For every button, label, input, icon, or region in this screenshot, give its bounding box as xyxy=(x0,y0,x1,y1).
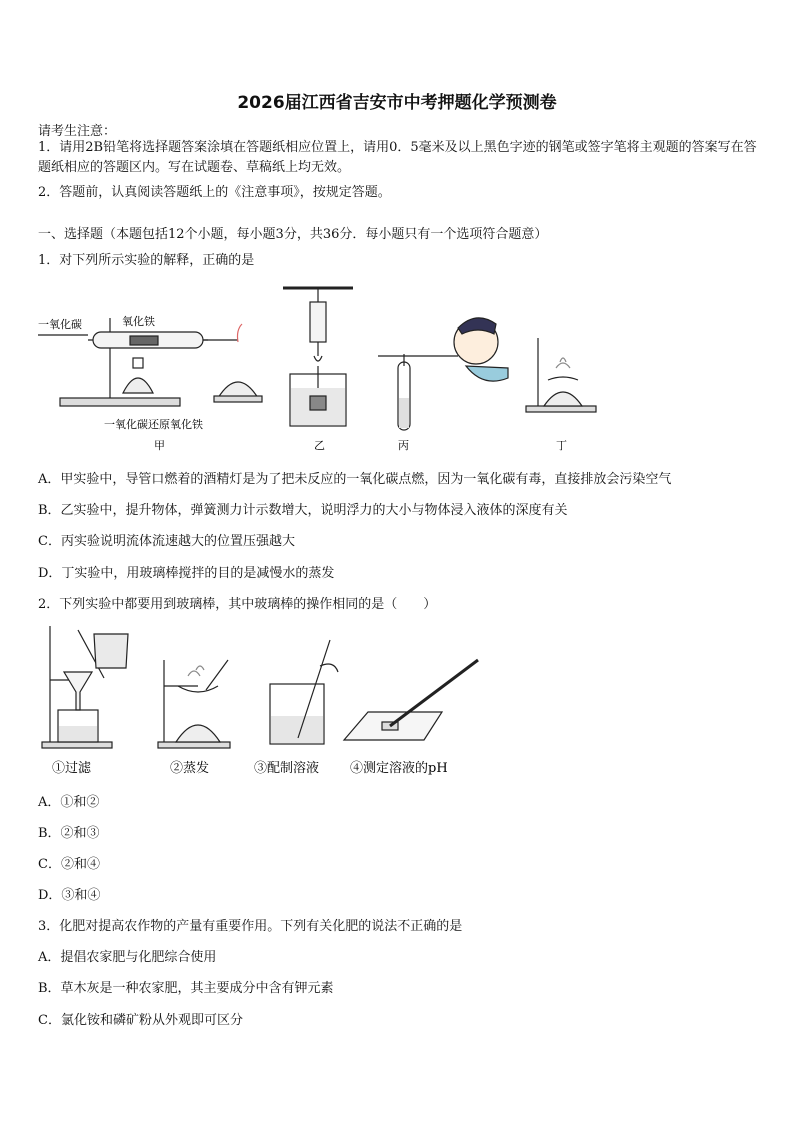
q1-figure-drawing xyxy=(38,278,738,458)
q3-option-b: B．草木灰是一种农家肥，其主要成分中含有钾元素 xyxy=(38,981,334,996)
label-carbon-monoxide: 一氧化碳 xyxy=(38,318,82,331)
evaporation-apparatus xyxy=(158,660,230,748)
q2-option-b: B．②和③ xyxy=(38,826,100,841)
caption-ding: 丁 xyxy=(556,439,567,452)
q2-option-d: D．③和④ xyxy=(38,888,101,903)
caption-jia: 甲 xyxy=(154,439,165,452)
q2-option-a: A．①和② xyxy=(38,795,100,810)
experiment-ding-apparatus xyxy=(526,338,596,412)
caption-yi: 乙 xyxy=(314,439,325,452)
notice-item-2: 2．答题前，认真阅读答题纸上的《注意事项》，按规定答题。 xyxy=(38,185,391,200)
q1-option-d: D．丁实验中，用玻璃棒搅拌的目的是减慢水的蒸发 xyxy=(38,566,335,581)
q1-figure xyxy=(38,278,738,458)
caption-ph-test: ④测定溶液的pH xyxy=(350,761,448,776)
q2-figure xyxy=(38,620,498,780)
page-title: 2026届江西省吉安市中考押题化学预测卷 xyxy=(237,93,557,113)
q3-option-c: C．氯化铵和磷矿粉从外观即可区分 xyxy=(38,1013,243,1028)
section-heading: 一、选择题（本题包括12个小题，每小题3分，共36分．每小题只有一个选项符合题意） xyxy=(38,227,548,242)
caption-jia-description: 一氧化碳还原氧化铁 xyxy=(104,418,203,431)
notice-item-1: 1．请用2B铅笔将选择题答案涂填在答题纸相应位置上，请用0．5毫米及以上黑色字迹的钢笔或签字笔将主观题的答案写在答题纸相应的答题区内。写在试题卷、草稿纸上均无效。 xyxy=(38,140,757,175)
experiment-bing-apparatus xyxy=(378,318,508,430)
q2-figure-drawing xyxy=(38,620,498,780)
ph-test-apparatus xyxy=(344,660,478,740)
question-2-stem: 2．下列实验中都要用到玻璃棒，其中玻璃棒的操作相同的是（ ） xyxy=(38,597,437,612)
solution-preparation-apparatus xyxy=(270,640,338,744)
experiment-jia-apparatus xyxy=(38,318,262,406)
notice-heading: 请考生注意： xyxy=(38,124,117,139)
question-3-stem: 3．化肥对提高农作物的产量有重要作用。下列有关化肥的说法不正确的是 xyxy=(38,919,463,934)
q2-option-c: C．②和④ xyxy=(38,857,100,872)
caption-bing: 丙 xyxy=(398,439,409,452)
q1-option-a: A．甲实验中，导管口燃着的酒精灯是为了把未反应的一氧化碳点燃，因为一氧化碳有毒，直接排放会污染空气 xyxy=(38,472,672,487)
question-1-stem: 1．对下列所示实验的解释，正确的是 xyxy=(38,253,255,268)
q1-option-b: B．乙实验中，提升物体，弹簧测力计示数增大，说明浮力的大小与物体浸入液体的深度有关 xyxy=(38,503,568,518)
caption-solution-preparation: ③配制溶液 xyxy=(254,761,320,776)
experiment-yi-apparatus xyxy=(283,288,353,426)
label-iron-oxide: 氧化铁 xyxy=(122,315,155,328)
q1-option-c: C．丙实验说明流体流速越大的位置压强越大 xyxy=(38,534,295,549)
q3-option-a: A．提倡农家肥与化肥综合使用 xyxy=(38,950,217,965)
caption-filtration: ①过滤 xyxy=(52,761,92,776)
filtration-apparatus xyxy=(42,626,128,748)
caption-evaporation: ②蒸发 xyxy=(170,761,210,776)
